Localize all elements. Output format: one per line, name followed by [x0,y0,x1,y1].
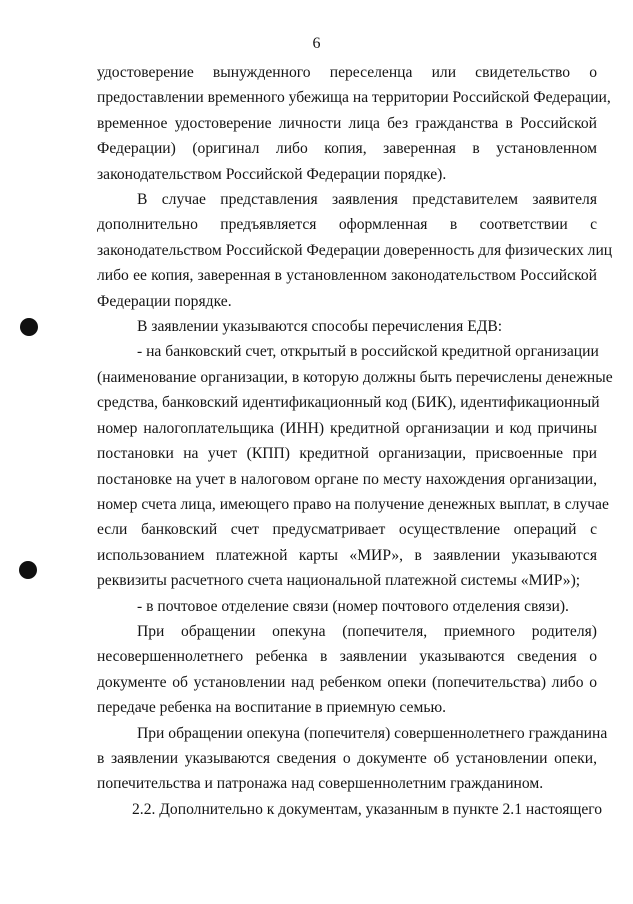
text-line: удостоверение вынужденного переселенца или свидетельство о [97,64,597,81]
text-line: либо ее копия, заверенная в установленном законодательством Российской [97,267,597,285]
text-line: Федерации порядке. [97,292,232,310]
text-line: В заявлении указываются способы перечисления ЕДВ: [137,318,503,336]
document-body [97,60,613,822]
punch-hole-top [20,318,38,336]
text-line: в заявлении указываются сведения о документе об установлении опеки, [97,749,597,767]
text-line: При обращении опекуна (попечителя) совершеннолетнего гражданина [137,724,608,742]
text-line: законодательством Российской Федерации порядке). [97,165,447,183]
text-line: 2.2. Дополнительно к документам, указанным в пункте 2.1 настоящего [132,800,603,818]
text-line: использованием платежной карты «МИР», в заявлении указываются [97,546,597,564]
text-line: документе об установлении над ребенком опеки (попечительства) либо о [97,673,597,691]
text-line: реквизиты расчетного счета национальной платежной системы «МИР»); [97,572,581,590]
text-line: В случае представления заявления представителем заявителя [137,191,597,209]
text-line: При обращении опекуна (попечителя, приемного родителя) [137,622,597,640]
text-line: - в почтовое отделение связи (номер почтового отделения связи). [137,597,569,615]
text-line: средства, банковский идентификационный код (БИК), идентификационный [97,394,600,412]
text-line: - на банковский счет, открытый в российской кредитной организации [137,343,599,361]
text-line: дополнительно предъявляется оформленная в соответствии с [97,216,597,234]
text-line: постановки на учет (КПП) кредитной организации, присвоенные при [97,445,597,463]
text-line: несовершеннолетнего ребенка в заявлении указываются сведения о [97,648,597,666]
text-line: попечительства и патронажа над совершеннолетним гражданином. [97,775,544,793]
punch-hole-bottom [19,561,37,579]
text-line: передаче ребенка на воспитание в приемную семью. [97,699,446,717]
text-line: номер налогоплательщика (ИНН) кредитной организации и код причины [97,419,597,437]
text-line: законодательством Российской Федерации доверенность для физических лиц [97,241,613,259]
text-line: временное удостоверение личности лица без гражданства в Российской [97,114,597,132]
text-line: Федерации) (оригинал либо копия, заверенная в установленном [97,140,597,158]
text-line: (наименование организации, в которую должны быть перечислены денежные [97,368,613,386]
text-line: если банковский счет предусматривает осуществление операций с [97,521,597,539]
text-line: постановке на учет в налоговом органе по месту нахождения организации, [97,470,597,488]
text-line: номер счета лица, имеющего право на получение денежных выплат, в случае [97,495,609,513]
page-number: 6 [312,35,321,52]
text-line: предоставлении временного убежища на территории Российской Федерации, [97,89,611,107]
